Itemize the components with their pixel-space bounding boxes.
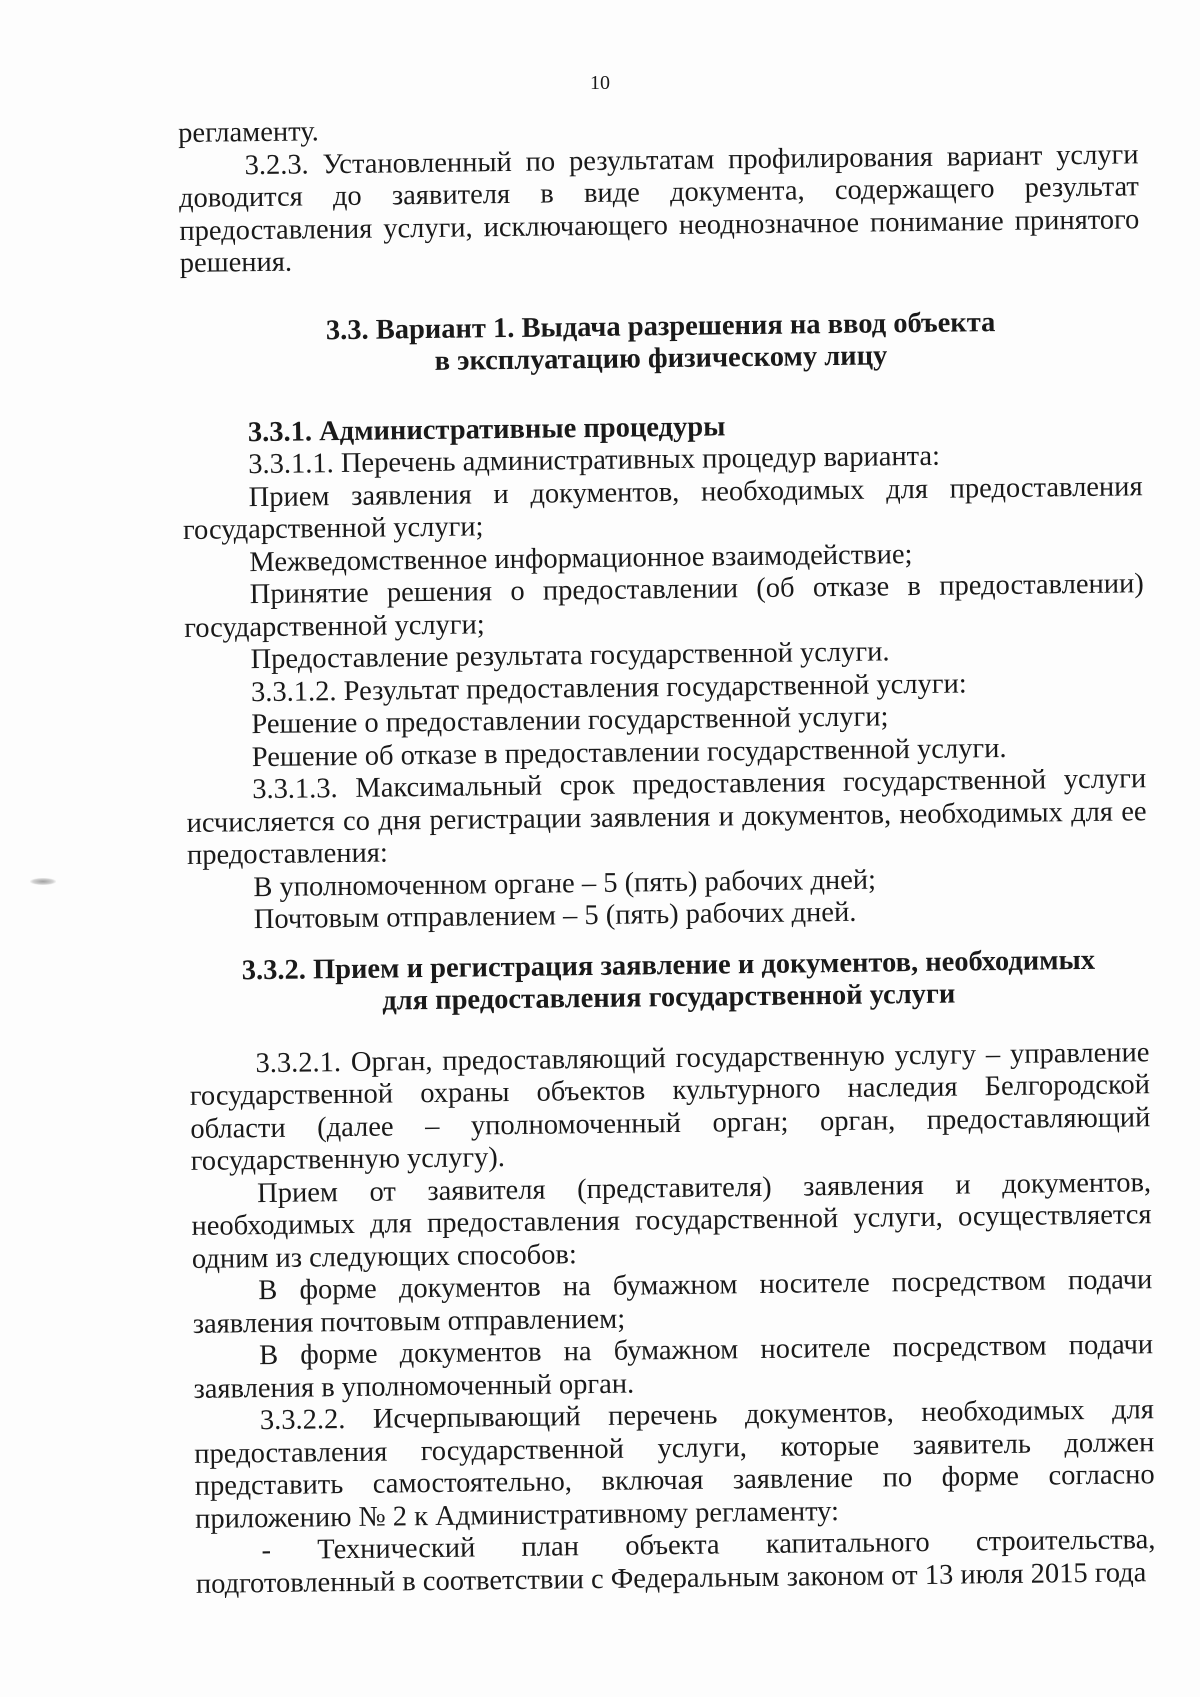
list-item-v-upolnomochenny: В форме документов на бумажном носителе посредством подачи заявления в уполномоченный орган. — [193, 1329, 1154, 1405]
list-item-pochtovym-otpravleniem: В форме документов на бумажном носителе посредством подачи заявления почтовым отправлением; — [192, 1264, 1153, 1340]
section-heading-3-3-line1: 3.3. Вариант 1. Выдача разрешения на ввод объекта — [325, 306, 996, 346]
paragraph-3-3-1-3: 3.3.1.3. Максимальный срок предоставления государственной услуги исчисляется со дня регистрации заявления и документов, необходимых для ее предоставления: — [186, 763, 1147, 871]
list-item-pochtovym: Почтовым отправлением – 5 (пять) рабочих дней. — [253, 896, 857, 936]
subsection-heading-3-3-2-line1: 3.3.2. Прием и регистрация заявление и документов, необходимых — [241, 944, 1096, 986]
list-item-prinyatie: Принятие решения о предоставлении (об отказе в предоставлении) государственной услуги; — [184, 568, 1144, 644]
paragraph-3-3-2-2: 3.3.2.2. Исчерпывающий перечень документов, необходимых для предоставления государственной услуги, которые заявитель должен представить самостоятельно, включая заявление по форме согласно приложению № 2 к Административному регламенту: — [194, 1394, 1155, 1535]
list-item-upolnomochenny: В уполномоченном органе – 5 (пять) рабочих дней; — [253, 864, 877, 903]
list-item-tekhnichesky-plan: - Технический план объекта капитального строительства, подготовленный в соответствии с Федеральным законом от 13 июля 2015 года — [195, 1524, 1156, 1600]
page-number: 10 — [590, 72, 610, 94]
paragraph-reglament-end: регламенту. — [178, 116, 319, 149]
list-item-reshenie-otkaz: Решение об отказе в предоставлении государственной услуги. — [251, 732, 1007, 773]
list-item-priem: Прием заявления и документов, необходимых для предоставления государственной услуги; — [182, 470, 1143, 546]
list-item-reshenie-predost: Решение о предоставлении государственной услуги; — [251, 701, 889, 741]
subsection-heading-3-3-1: 3.3.1. Административные процедуры — [247, 410, 726, 448]
paragraph-3-2-3: 3.2.3. Установленный по результатам профилирования вариант услуги доводится до заявителя в виде документа, содержащего результат предоставления услуги, исключающего неоднозначное понимание принятого решения. — [178, 138, 1140, 279]
scan-speck — [30, 878, 56, 885]
paragraph-3-3-1-2: 3.3.1.2. Результат предоставления государственной услуги: — [250, 667, 967, 708]
document-body — [178, 106, 1156, 1601]
paragraph-3-3-1-1: 3.3.1.1. Перечень административных процедур варианта: — [248, 440, 941, 481]
list-item-predostavlenie: Предоставление результата государственной услуги. — [250, 636, 890, 676]
paragraph-3-3-2-1: 3.3.2.1. Орган, предоставляющий государственную услугу – управление государственной охраны объектов культурного наследия Белгородской области (далее – уполномоченный орган; орган, предоставляющий государственную услугу). — [189, 1036, 1151, 1177]
subsection-heading-3-3-2-line2: для предоставления государственной услуги — [382, 978, 956, 1017]
section-heading-3-3-line2: в эксплуатацию физическому лицу — [434, 340, 888, 377]
list-item-mezhved: Межведомственное информационное взаимодействие; — [249, 538, 913, 578]
paragraph-priem-sposoby: Прием от заявителя (представителя) заявления и документов, необходимых для предоставления государственной услуги, осуществляется одним из следующих способов: — [191, 1166, 1152, 1275]
